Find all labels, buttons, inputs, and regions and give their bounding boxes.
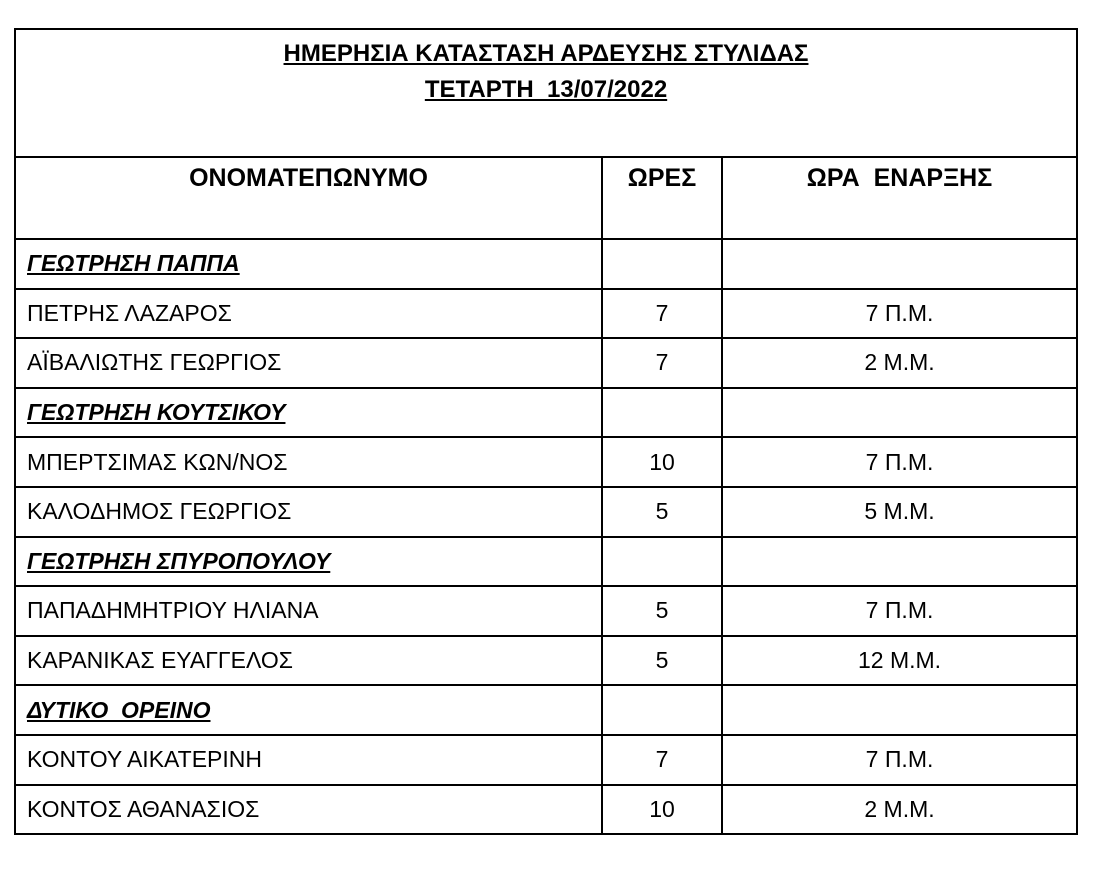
document-title: ΗΜΕΡΗΣΙΑ ΚΑΤΑΣΤΑΣΗ ΑΡΔΕΥΣΗΣ ΣΤΥΛΙΔΑΣ <box>283 40 809 67</box>
person-name: ΑΪΒΑΛΙΩΤΗΣ ΓΕΩΡΓΙΟΣ <box>15 338 602 388</box>
start-time-cell <box>722 239 1077 289</box>
title-row <box>15 29 1077 157</box>
hours-cell <box>602 239 722 289</box>
hours-cell: 5 <box>602 487 722 537</box>
person-name: ΠΕΤΡΗΣ ΛΑΖΑΡΟΣ <box>15 289 602 339</box>
hours-cell: 10 <box>602 437 722 487</box>
start-time-cell: 12 Μ.Μ. <box>722 636 1077 686</box>
table-row <box>15 487 1077 537</box>
start-time-cell: 5 Μ.Μ. <box>722 487 1077 537</box>
header-row <box>15 157 1077 239</box>
hours-cell: 10 <box>602 785 722 835</box>
start-time-cell: 7 Π.Μ. <box>722 586 1077 636</box>
start-time-cell <box>722 685 1077 735</box>
group-row <box>15 388 1077 438</box>
group-name-cell <box>15 239 602 289</box>
group-label: ΓΕΩΤΡΗΣΗ ΚΟΥΤΣΙΚΟΥ <box>27 399 286 426</box>
start-time-cell <box>722 537 1077 587</box>
group-label: ΓΕΩΤΡΗΣΗ ΣΠΥΡΟΠΟΥΛΟΥ <box>27 547 331 574</box>
group-name-cell <box>15 388 602 438</box>
person-name: ΚΟΝΤΟΥ ΑΙΚΑΤΕΡΙΝΗ <box>15 735 602 785</box>
person-name: ΚΟΝΤΟΣ ΑΘΑΝΑΣΙΟΣ <box>15 785 602 835</box>
hours-cell: 7 <box>602 289 722 339</box>
header-hours: ΩΡΕΣ <box>602 157 722 239</box>
group-label: ΔΥΤΙΚΟ ΟΡΕΙΝΟ <box>27 696 211 723</box>
start-time-cell: 2 Μ.Μ. <box>722 338 1077 388</box>
person-name: ΠΑΠΑΔΗΜΗΤΡΙΟΥ ΗΛΙΑΝΑ <box>15 586 602 636</box>
group-label: ΓΕΩΤΡΗΣΗ ΠΑΠΠΑ <box>27 250 240 277</box>
table-row <box>15 586 1077 636</box>
table-row <box>15 785 1077 835</box>
start-time-cell: 7 Π.Μ. <box>722 437 1077 487</box>
hours-cell <box>602 685 722 735</box>
title-cell <box>15 29 1077 157</box>
person-name: ΚΑΡΑΝΙΚΑΣ ΕΥΑΓΓΕΛΟΣ <box>15 636 602 686</box>
table-row <box>15 437 1077 487</box>
header-name: ΟΝΟΜΑΤΕΠΩΝΥΜΟ <box>15 157 602 239</box>
start-time-cell <box>722 388 1077 438</box>
group-name-cell <box>15 537 602 587</box>
hours-cell: 5 <box>602 636 722 686</box>
table-row <box>15 735 1077 785</box>
table-row <box>15 289 1077 339</box>
group-row <box>15 685 1077 735</box>
hours-cell: 7 <box>602 735 722 785</box>
hours-cell <box>602 388 722 438</box>
table-row <box>15 636 1077 686</box>
start-time-cell: 2 Μ.Μ. <box>722 785 1077 835</box>
hours-cell: 7 <box>602 338 722 388</box>
group-name-cell <box>15 685 602 735</box>
person-name: ΚΑΛΟΔΗΜΟΣ ΓΕΩΡΓΙΟΣ <box>15 487 602 537</box>
hours-cell: 5 <box>602 586 722 636</box>
person-name: ΜΠΕΡΤΣΙΜΑΣ ΚΩΝ/ΝΟΣ <box>15 437 602 487</box>
start-time-cell: 7 Π.Μ. <box>722 735 1077 785</box>
document-date: ΤΕΤΑΡΤΗ 13/07/2022 <box>424 76 668 103</box>
header-start-time: ΩΡΑ ΕΝΑΡΞΗΣ <box>722 157 1077 239</box>
hours-cell <box>602 537 722 587</box>
table-row <box>15 338 1077 388</box>
start-time-cell: 7 Π.Μ. <box>722 289 1077 339</box>
group-row <box>15 239 1077 289</box>
group-row <box>15 537 1077 587</box>
irrigation-schedule-table <box>14 28 1078 835</box>
